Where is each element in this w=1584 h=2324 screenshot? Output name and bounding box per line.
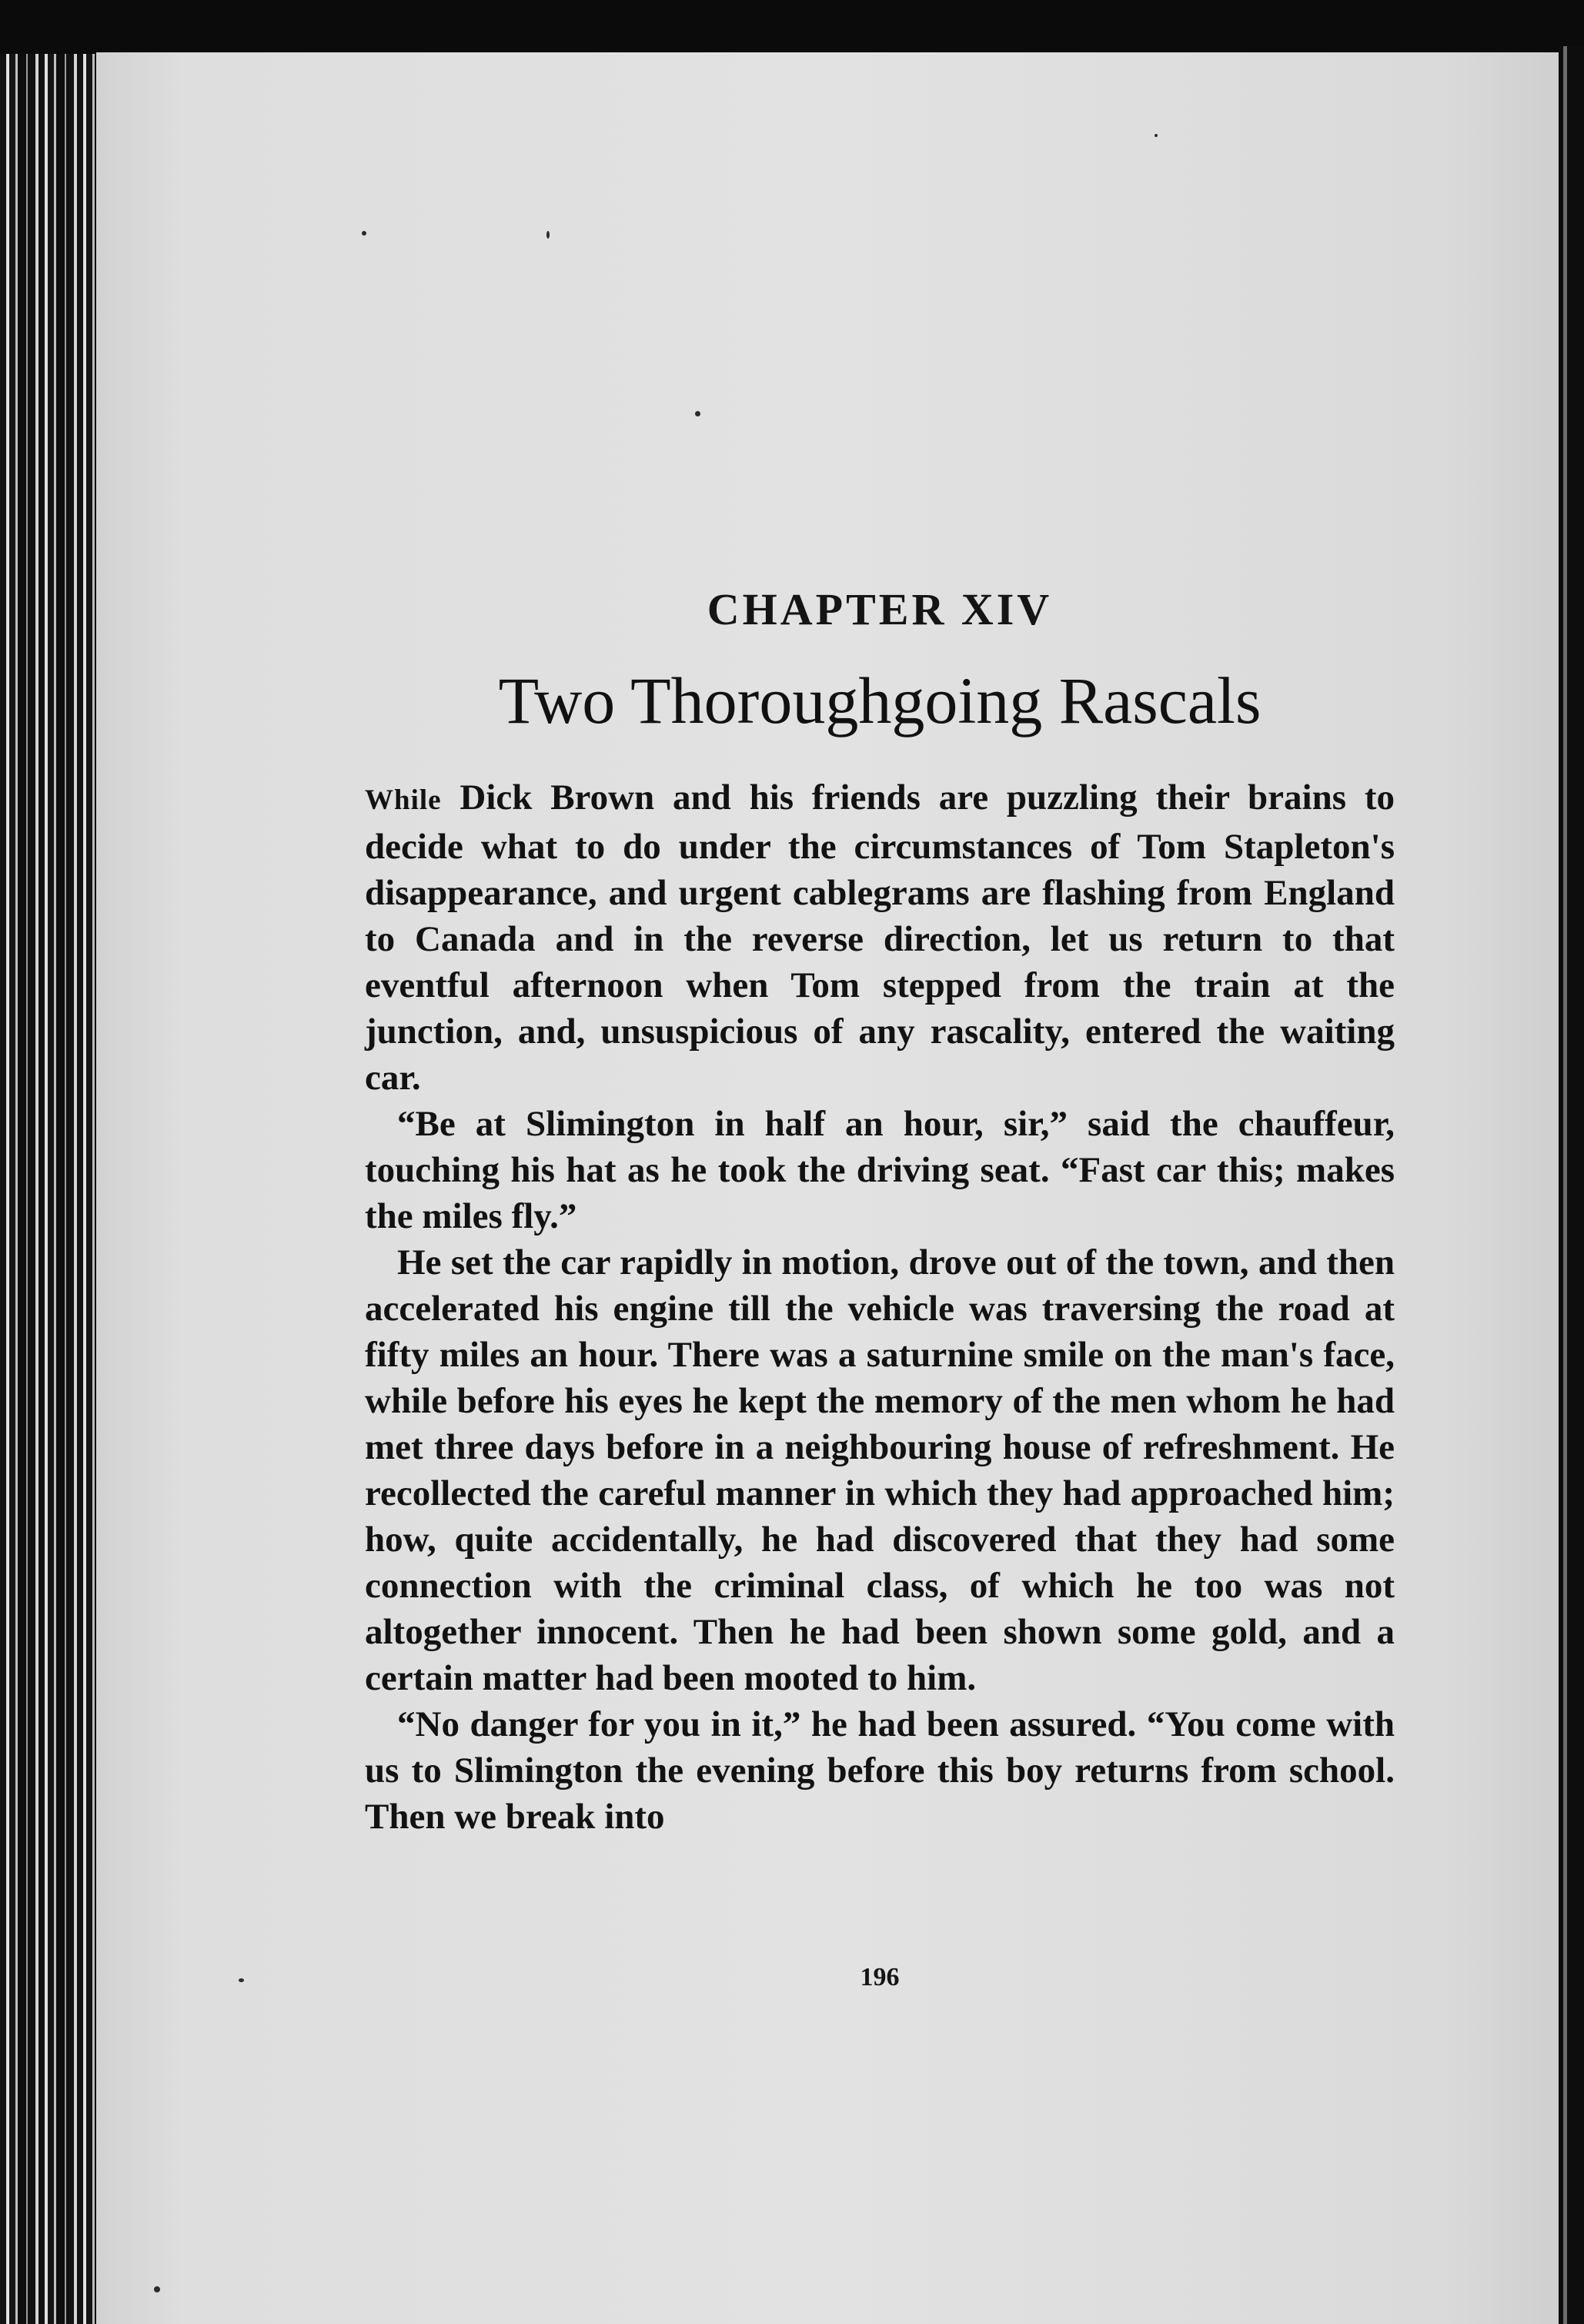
chapter-number: CHAPTER XIV (707, 584, 1053, 634)
dust-speck (362, 231, 366, 236)
paragraph: “Be at Slimington in half an hour, sir,” said the chauffeur, touching his hat as he took the driving seat. “Fast car this; makes the miles fly.” (365, 1104, 1395, 1236)
dust-speck (1155, 134, 1158, 137)
right-page-edge (1559, 46, 1584, 2324)
drop-lead-word: While (365, 784, 442, 816)
page-number: 196 (860, 1963, 900, 1991)
paragraph-text: Dick Brown and his friends are puzzling their brains to decide what to do under the circumstances of Tom Stapleton's disappearance, and urgent cablegrams are flashing from England to Canada and in the reverse direction, let us return to that eventful afternoon when Tom stepped from the train at the junction, and, unsuspicious of any rascality, entered the waiting car. (365, 777, 1395, 1098)
dust-speck (154, 2286, 160, 2292)
paragraph: “No danger for you in it,” he had been assured. “You come with us to Slimington the evening before this boy returns from school. Then we break into (365, 1704, 1395, 1837)
paragraph (365, 774, 1395, 1101)
book-spine-edge (0, 54, 96, 2324)
dust-speck (239, 1978, 244, 1982)
chapter-body (365, 774, 1395, 1840)
paragraph: He set the car rapidly in motion, drove out of the town, and then accelerated his engine till the vehicle was traversing the road at fifty miles an hour. There was a saturnine smile on the man's face, while before his eyes he kept the memory of the men whom he had met three days before in a neighbouring house of refreshment. He recollected the careful manner in which they had approached him; how, quite accidentally, he had discovered that they had some connection with the criminal class, of which he too was not altogether innocent. Then he had been shown some gold, and a certain matter had been mooted to him. (365, 1242, 1395, 1698)
dust-speck (695, 411, 700, 416)
dust-speck (546, 231, 550, 239)
chapter-title: Two Thoroughgoing Rascals (498, 664, 1262, 737)
